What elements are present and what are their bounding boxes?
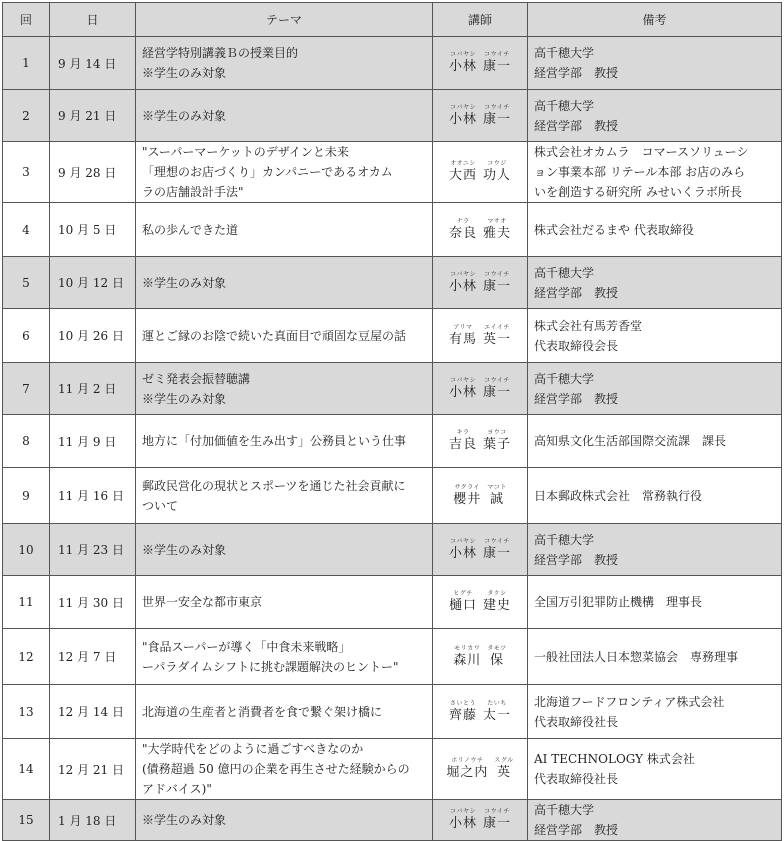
session-theme [136, 142, 433, 203]
theme-line: "スーパーマーケットのデザインと未来 [142, 145, 349, 159]
family-name-reading: ホリノウチ [451, 757, 484, 764]
family-name: 奈良 [448, 225, 477, 241]
lecturer-family-name [449, 271, 477, 295]
lecturer-name-group [433, 160, 527, 184]
theme-line: "大学時代をどのように過ごすべきなのか [142, 742, 364, 756]
family-name-reading: ナラ [456, 217, 470, 225]
given-name-reading: コウイチ [484, 103, 510, 111]
lecturer-given-name [483, 218, 511, 242]
session-note [528, 629, 782, 685]
lecturer-name-group [433, 377, 527, 401]
table-body [3, 37, 782, 841]
table-row [3, 629, 782, 685]
family-name-reading: モリカワ [454, 644, 481, 652]
lecturer-family-name [449, 538, 477, 562]
table-row [3, 257, 782, 309]
header-theme: テーマ [136, 3, 433, 37]
family-name: 森川 [453, 652, 482, 668]
table-row [3, 739, 782, 800]
lecturer-name-group [433, 324, 527, 348]
note-line: 高千穂大学 [534, 98, 595, 113]
session-note [528, 142, 782, 203]
family-name-reading: コバヤシ [450, 537, 476, 545]
theme-line: アドバイス)" [142, 782, 212, 796]
lecturer-name-group [433, 590, 527, 614]
lecturer-family-name [453, 645, 481, 669]
lecturer-given-name [483, 808, 511, 832]
note-line: 経営学部 教授 [534, 285, 619, 300]
lecturer-name-group [433, 218, 527, 242]
lecturer-name [433, 363, 528, 415]
note-line: 経営学部 教授 [534, 391, 619, 406]
lecturer-name-group [433, 104, 527, 128]
session-date: 10 月 26 日 [50, 309, 136, 363]
table-row [3, 142, 782, 203]
note-line: 一般社団法人日本惣菜協会 専務理事 [534, 649, 739, 664]
theme-line: 世界一安全な都市東京 [142, 595, 263, 609]
given-name-reading: コウイチ [484, 270, 510, 278]
session-date: 11 月 16 日 [50, 468, 136, 524]
session-date: 12 月 14 日 [50, 685, 136, 739]
theme-line: 地方に「付加価値を生み出す」公務員という仕事 [142, 434, 407, 448]
lecturer-name-group [433, 484, 527, 508]
given-name-reading: マコト [487, 483, 507, 491]
lecturer-name [433, 629, 528, 685]
lecturer-name [433, 257, 528, 309]
lecturer-family-name [449, 104, 477, 128]
theme-line: 私の歩んできた道 [142, 222, 239, 237]
family-name-reading: アリマ [453, 323, 473, 331]
family-name-reading: コバヤシ [450, 103, 476, 111]
note-line: 高千穂大学 [534, 371, 595, 386]
note-line: 株式会社有馬芳香堂 [534, 318, 643, 333]
note-line: 経営学部 教授 [534, 552, 619, 567]
session-theme [136, 800, 433, 841]
theme-line: 運とご縁のお陰で続いた真面目で頑固な豆屋の話 [142, 328, 407, 343]
session-number: 5 [3, 257, 50, 309]
note-line: 代表取締役会長 [534, 338, 619, 353]
family-name: 堀之内 [446, 765, 489, 780]
session-note [528, 468, 782, 524]
session-note [528, 685, 782, 739]
theme-line: ※学生のみ対象 [142, 275, 227, 290]
lecturer-name-group [433, 271, 527, 295]
theme-line: ラの店舗設計手法" [142, 185, 244, 199]
table-row [3, 468, 782, 524]
table-row [3, 363, 782, 415]
family-name: 小林 [448, 384, 477, 400]
header-date: 日 [50, 3, 136, 37]
given-name: 建史 [483, 598, 512, 613]
lecturer-family-name [449, 218, 477, 242]
session-note [528, 37, 782, 90]
lecturer-name-group [433, 645, 527, 669]
session-date: 12 月 21 日 [50, 739, 136, 800]
theme-line: (債務超過 50 億円の企業を再生させた経験からの [142, 762, 410, 776]
lecturer-name-group [433, 757, 527, 781]
given-name: 康一 [483, 384, 512, 400]
theme-line: ついて [142, 498, 179, 513]
session-number: 8 [3, 415, 50, 468]
table-row [3, 37, 782, 90]
lecturer-name-group [433, 429, 527, 453]
session-date: 1 月 18 日 [50, 800, 136, 841]
table-row [3, 685, 782, 739]
session-number: 15 [3, 800, 50, 841]
session-note [528, 90, 782, 142]
note-line: ョン事業本部 リテール本部 お店のみら [534, 165, 746, 179]
given-name: 功人 [483, 168, 512, 183]
family-name: 小林 [448, 545, 477, 561]
session-number: 7 [3, 363, 50, 415]
session-note [528, 203, 782, 257]
note-line: 株式会社だるまや 代表取締役 [534, 222, 694, 237]
session-date: 11 月 9 日 [50, 415, 136, 468]
session-note [528, 576, 782, 629]
session-date: 11 月 30 日 [50, 576, 136, 629]
note-line: 高千穂大学 [534, 803, 595, 817]
given-name: 康一 [483, 278, 512, 294]
session-theme [136, 363, 433, 415]
theme-line: 経営学特別講義Ｂの授業目的 [142, 46, 299, 60]
lecturer-family-name [449, 160, 477, 184]
given-name-reading: スグル [494, 757, 514, 764]
family-name-reading: コバヤシ [450, 808, 476, 815]
family-name: 吉良 [448, 437, 477, 452]
session-number: 2 [3, 90, 50, 142]
table-row [3, 309, 782, 363]
lecturer-name-group [433, 700, 527, 724]
session-theme [136, 524, 433, 576]
family-name-reading: サクライ [454, 483, 481, 491]
given-name: 康一 [483, 59, 512, 74]
family-name-reading: コバヤシ [450, 376, 476, 384]
lecturer-given-name [483, 377, 511, 401]
table-row [3, 203, 782, 257]
session-theme [136, 203, 433, 257]
lecturer-name [433, 37, 528, 90]
header-no: 回 [3, 3, 50, 37]
given-name: 保 [490, 652, 505, 668]
lecturer-given-name [483, 700, 511, 724]
given-name-reading: マサオ [487, 217, 507, 225]
lecturer-family-name [449, 51, 477, 75]
theme-line: ゼミ発表会振替聴講 [142, 371, 251, 386]
session-number: 6 [3, 309, 50, 363]
family-name: 小林 [448, 59, 477, 74]
theme-line: ※学生のみ対象 [142, 391, 227, 406]
note-line: 代表取締役社長 [534, 714, 619, 729]
lecturer-family-name [449, 808, 477, 832]
given-name-reading: タケシ [487, 590, 507, 597]
family-name: 小林 [448, 278, 477, 294]
table-row [3, 524, 782, 576]
note-line: 北海道フードフロンティア株式会社 [534, 694, 725, 709]
given-name: 誠 [490, 491, 505, 507]
given-name-reading: エイイチ [484, 323, 510, 331]
lecturer-name [433, 576, 528, 629]
session-number: 11 [3, 576, 50, 629]
session-date: 12 月 7 日 [50, 629, 136, 685]
lecturer-name [433, 685, 528, 739]
session-date: 11 月 2 日 [50, 363, 136, 415]
note-line: 株式会社オカムラ コマースソリューシ [534, 145, 749, 159]
theme-line: ※学生のみ対象 [142, 813, 227, 827]
note-line: 経営学部 教授 [534, 823, 619, 837]
lecturer-family-name [449, 590, 477, 614]
lecturer-given-name [483, 51, 511, 75]
family-name-reading: オオニシ [450, 160, 476, 167]
lecturer-name [433, 468, 528, 524]
note-line: AI TECHNOLOGY 株式会社 [534, 752, 695, 766]
lecturer-name [433, 309, 528, 363]
lecturer-given-name [483, 104, 511, 128]
lecturer-family-name [453, 484, 481, 508]
note-line: いを創造する研究所 みせいくラボ所長 [534, 185, 742, 199]
note-line: 高千穂大学 [534, 532, 595, 547]
given-name-reading: コウイチ [484, 808, 510, 815]
session-number: 9 [3, 468, 50, 524]
session-theme [136, 415, 433, 468]
family-name: 樋口 [448, 598, 477, 613]
table-row [3, 800, 782, 841]
session-theme [136, 309, 433, 363]
given-name: 康一 [483, 545, 512, 561]
given-name: 英一 [483, 331, 512, 347]
session-number: 14 [3, 739, 50, 800]
given-name-reading: ヨウコ [487, 429, 507, 436]
family-name: 小林 [448, 111, 477, 127]
family-name: 大西 [448, 168, 477, 183]
table-row [3, 415, 782, 468]
lecturer-name [433, 800, 528, 841]
given-name-reading: コウイチ [484, 537, 510, 545]
session-theme [136, 257, 433, 309]
session-number: 4 [3, 203, 50, 257]
family-name-reading: コバヤシ [450, 270, 476, 278]
given-name: 雅夫 [483, 225, 512, 241]
given-name: 葉子 [483, 437, 512, 452]
given-name: 康一 [483, 111, 512, 127]
family-name-reading: さいとう [449, 699, 476, 707]
given-name-reading: コウジ [487, 160, 507, 167]
family-name: 小林 [448, 816, 477, 831]
lecturer-family-name [449, 324, 477, 348]
note-line: 全国万引犯罪防止機構 理事長 [534, 595, 703, 609]
session-theme [136, 468, 433, 524]
session-date: 9 月 14 日 [50, 37, 136, 90]
session-note [528, 524, 782, 576]
lecturer-given-name [483, 429, 511, 453]
family-name-reading: ヒグチ [453, 590, 473, 597]
lecturer-name-group [433, 51, 527, 75]
given-name-reading: コウイチ [484, 376, 510, 384]
session-date: 11 月 23 日 [50, 524, 136, 576]
lecturer-family-name [449, 429, 477, 453]
lecturer-given-name [483, 324, 511, 348]
lecturer-name [433, 415, 528, 468]
note-line: 高千穂大学 [534, 46, 595, 60]
header-lecturer: 講師 [433, 3, 528, 37]
lecturer-family-name [449, 377, 477, 401]
lecturer-given-name [483, 160, 511, 184]
session-note [528, 739, 782, 800]
lecturer-name-group [433, 808, 527, 832]
theme-line: 北海道の生産者と消費者を食で繋ぐ架け橋に [142, 704, 383, 719]
family-name-reading: コバヤシ [450, 51, 476, 58]
lecturer-given-name [487, 484, 507, 508]
given-name-reading: コウイチ [484, 51, 510, 58]
theme-line: ーパラダイムシフトに挑む課題解決のヒントー" [142, 659, 399, 674]
given-name: 太一 [483, 707, 512, 723]
lecturer-given-name [483, 590, 511, 614]
given-name: 英 [497, 765, 512, 780]
theme-line: ※学生のみ対象 [142, 66, 227, 80]
session-date: 9 月 21 日 [50, 90, 136, 142]
table-row [3, 576, 782, 629]
lecturer-given-name [483, 271, 511, 295]
theme-line: 郵政民営化の現状とスポーツを通じた社会貢献に [142, 478, 406, 493]
note-line: 日本郵政株式会社 常務執行役 [534, 488, 703, 503]
lecturer-name [433, 524, 528, 576]
lecturer-name [433, 203, 528, 257]
given-name-reading: たいち [487, 699, 507, 707]
session-number: 1 [3, 37, 50, 90]
family-name: 有馬 [448, 331, 477, 347]
session-theme [136, 629, 433, 685]
lecturer-given-name [487, 645, 507, 669]
session-date: 9 月 28 日 [50, 142, 136, 203]
family-name-reading: キラ [456, 429, 470, 436]
session-number: 3 [3, 142, 50, 203]
session-date: 10 月 5 日 [50, 203, 136, 257]
note-line: 高知県文化生活部国際交流課 課長 [534, 434, 727, 448]
given-name-reading: タモツ [487, 644, 507, 652]
session-number: 12 [3, 629, 50, 685]
note-line: 代表取締役社長 [534, 772, 619, 786]
lecturer-name [433, 739, 528, 800]
session-theme [136, 37, 433, 90]
session-theme [136, 90, 433, 142]
lecturer-family-name [449, 700, 477, 724]
session-note [528, 309, 782, 363]
lecturer-name [433, 142, 528, 203]
session-note [528, 415, 782, 468]
lecturer-name [433, 90, 528, 142]
family-name: 齊藤 [448, 707, 477, 723]
note-line: 経営学部 教授 [534, 118, 619, 133]
lecturer-given-name [483, 538, 511, 562]
session-number: 13 [3, 685, 50, 739]
given-name: 康一 [483, 816, 512, 831]
theme-line: "食品スーパーが導く「中食未来戦略」 [142, 639, 351, 654]
lecturer-family-name [446, 757, 488, 781]
lecturer-given-name [494, 757, 513, 781]
note-line: 経営学部 教授 [534, 66, 619, 80]
family-name: 櫻井 [453, 491, 482, 507]
session-theme [136, 576, 433, 629]
header-row [3, 3, 782, 37]
session-note [528, 800, 782, 841]
session-theme [136, 685, 433, 739]
note-line: 高千穂大学 [534, 265, 595, 280]
table-row [3, 90, 782, 142]
theme-line: ※学生のみ対象 [142, 542, 227, 557]
session-number: 10 [3, 524, 50, 576]
session-date: 10 月 12 日 [50, 257, 136, 309]
theme-line: ※学生のみ対象 [142, 108, 227, 123]
session-note [528, 363, 782, 415]
session-note [528, 257, 782, 309]
theme-line: 「理想のお店づくり」カンパニーであるオカム [142, 165, 393, 179]
session-theme [136, 739, 433, 800]
header-note: 備考 [528, 3, 782, 37]
lecturer-name-group [433, 538, 527, 562]
lecture-schedule-table [2, 2, 782, 841]
